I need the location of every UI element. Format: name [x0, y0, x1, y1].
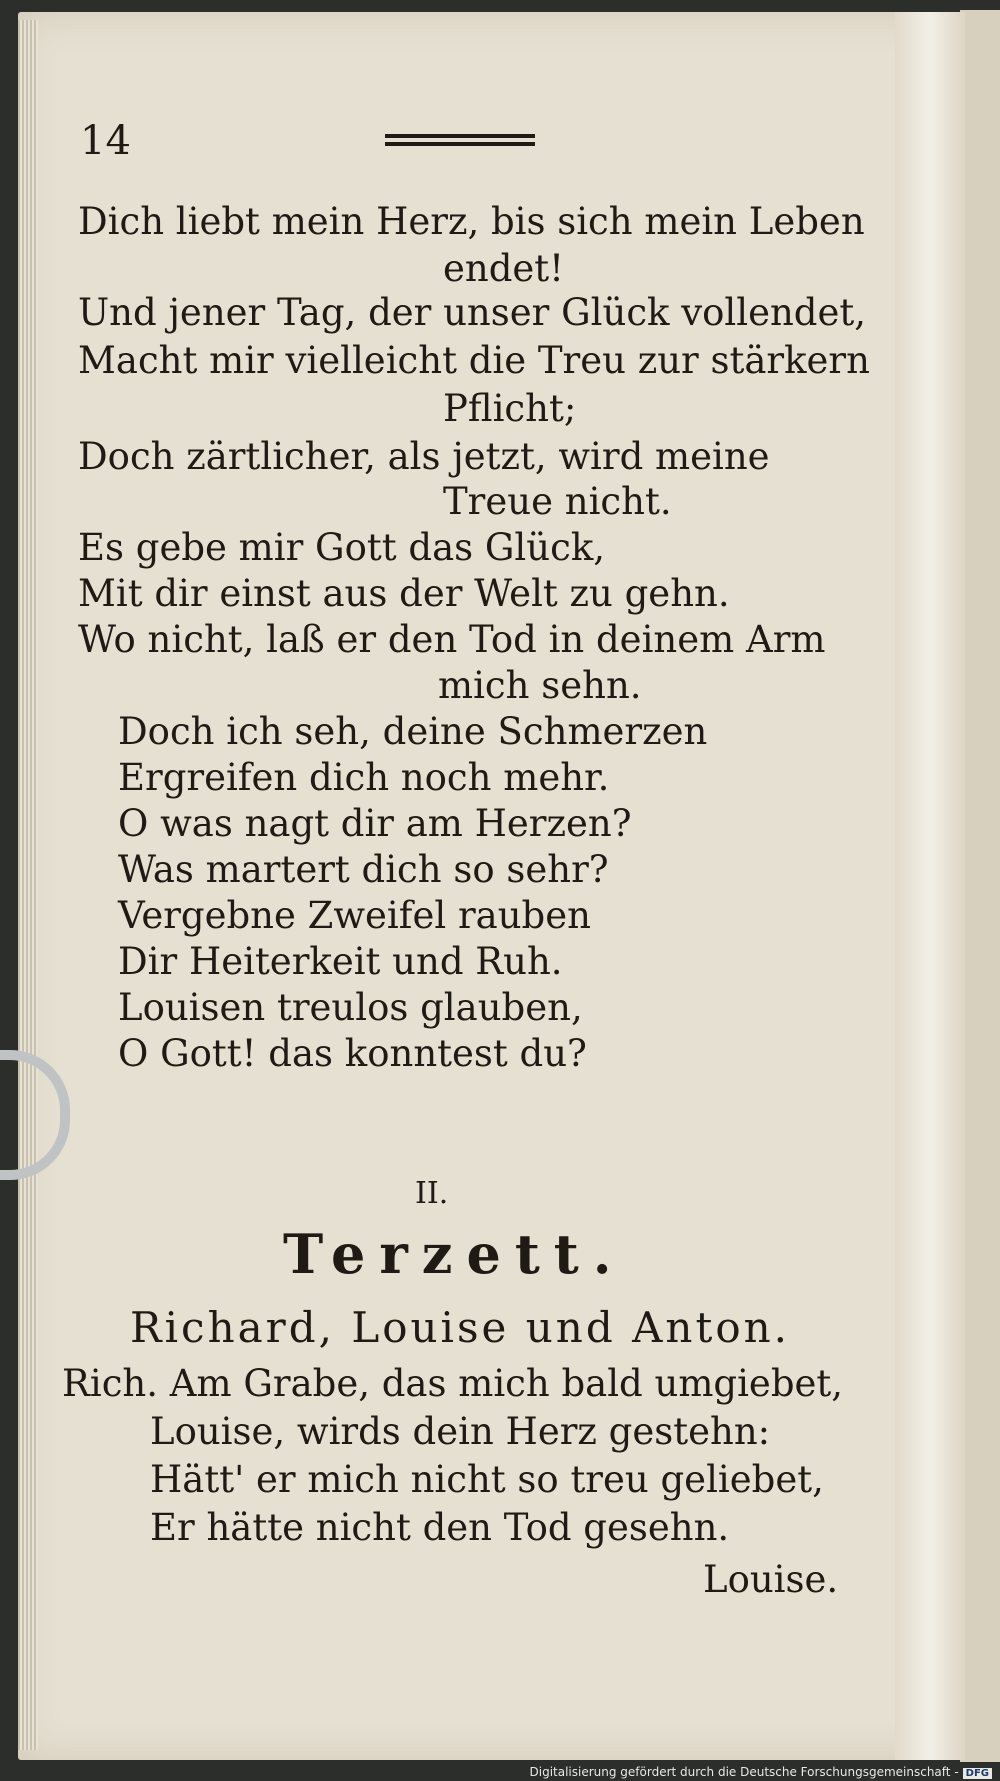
text-line: Hätt' er mich nicht so treu geliebet,	[150, 1458, 824, 1501]
text-line: Was martert dich so sehr?	[118, 848, 609, 891]
text-line: Doch zärtlicher, als jetzt, wird meine	[78, 435, 770, 478]
text-line: Er hätte nicht den Tod gesehn.	[150, 1506, 730, 1549]
footer-text: Digitalisierung gefördert durch die Deutsche Forschungsgemeinschaft -	[529, 1765, 959, 1779]
text-line: endet!	[443, 247, 565, 290]
page-gutter	[895, 12, 965, 1760]
text-line: Louise, wirds dein Herz gestehn:	[150, 1410, 771, 1453]
text-line: Pflicht;	[443, 387, 577, 430]
text-line: Doch ich seh, deine Schmerzen	[118, 710, 708, 753]
text-line: Dir Heiterkeit und Ruh.	[118, 940, 563, 983]
text-line: Und jener Tag, der unser Glück vollendet,	[78, 291, 867, 334]
text-line: O was nagt dir am Herzen?	[118, 802, 632, 845]
text-line: Dich liebt mein Herz, bis sich mein Leben	[78, 200, 865, 243]
text-line: Treue nicht.	[443, 480, 672, 523]
text-line: Louisen treulos glauben,	[118, 986, 583, 1029]
text-line: Vergebne Zweifel rauben	[118, 894, 591, 937]
text-line: Mit dir einst aus der Welt zu gehn.	[78, 572, 730, 615]
text-line: Es gebe mir Gott das Glück,	[78, 526, 605, 569]
text-line: Ergreifen dich noch mehr.	[118, 756, 610, 799]
dfg-logo: DFG	[963, 1768, 992, 1779]
catchword: Louise.	[703, 1558, 839, 1601]
page-number: 14	[80, 118, 131, 164]
text-line: Wo nicht, laß er den Tod in deinem Arm	[78, 618, 826, 661]
next-page-edge	[960, 10, 1000, 1762]
header-rule	[385, 134, 535, 146]
section-title: Terzett.	[283, 1222, 626, 1286]
footer-credit	[530, 1765, 993, 1779]
text-line: Macht mir vielleicht die Treu zur stärkern	[78, 339, 870, 382]
section-number: II.	[415, 1176, 449, 1211]
cast-list: Richard, Louise und Anton.	[130, 1303, 791, 1352]
text-line: mich sehn.	[438, 664, 642, 707]
text-line: Rich. Am Grabe, das mich bald umgiebet,	[62, 1362, 844, 1405]
page-leaves-edge	[18, 20, 38, 1750]
text-line: O Gott! das konntest du?	[118, 1032, 587, 1075]
